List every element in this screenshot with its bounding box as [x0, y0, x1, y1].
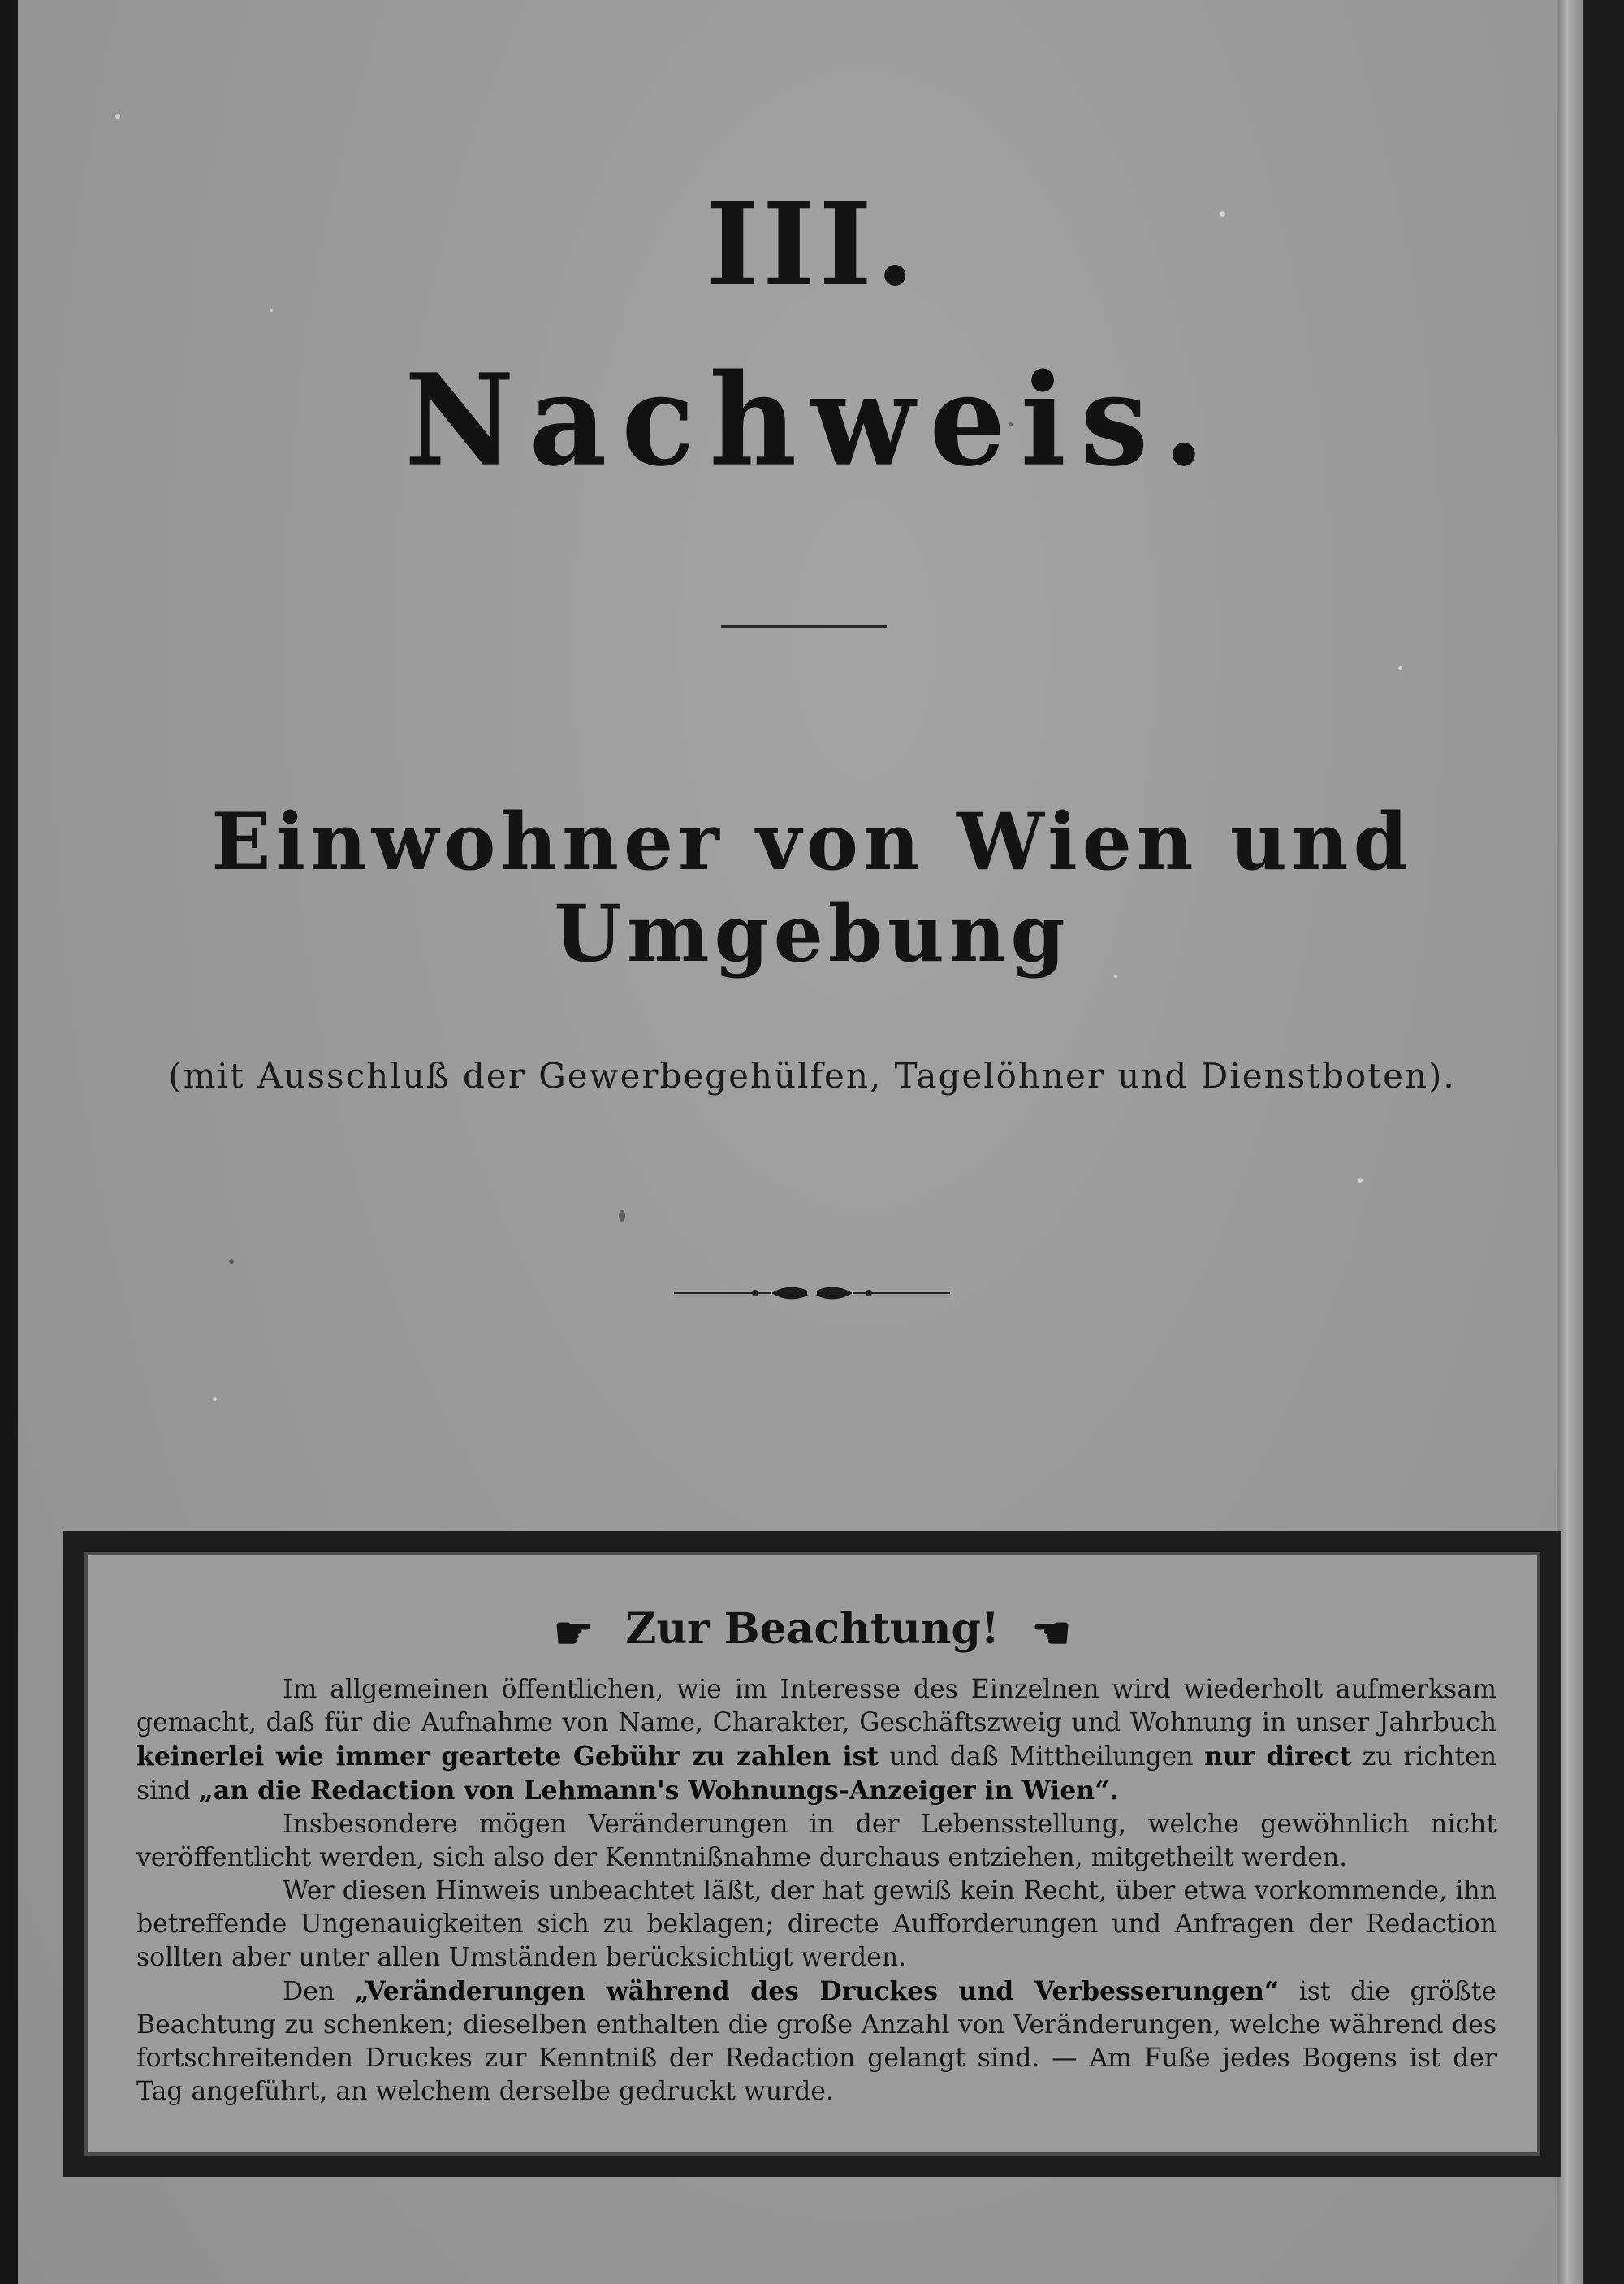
exclusion-note: (mit Ausschluß der Gewerbegehülfen, Tagelöhner und Dienstboten). [168, 1056, 1456, 1096]
notice-text: zu richten sind [136, 1742, 1497, 1806]
page-title: Nachweis. [404, 345, 1220, 495]
notice-emphasis: „Veränderungen während des Druckes und Verbesserungen“ [354, 1976, 1280, 2006]
notice-emphasis: nur direct [1204, 1741, 1352, 1771]
dust-speck [1358, 1178, 1363, 1183]
notice-paragraph: Wer diesen Hinweis unbeachtet läßt, der hat gewiß kein Recht, über etwa vorkommende, ihn betreffende Ungenauigkeiten sich zu beklagen; directe Aufforderungen und Anfragen der Redaction sollten aber unter allen Umständen berücksichtigt werden. [136, 1876, 1497, 1972]
pointing-hand-left-icon: ☚ [1031, 1606, 1072, 1659]
notice-box [63, 1531, 1561, 2177]
dark-speck [229, 1259, 234, 1264]
notice-emphasis: „an die Redaction von Lehmann's Wohnungs-Anzeiger in Wien“. [198, 1776, 1119, 1806]
scan-border [1583, 0, 1624, 2284]
dust-speck [213, 1397, 217, 1401]
notice-emphasis: keinerlei wie immer geartete Gebühr zu zahlen ist [136, 1741, 879, 1771]
notice-text: Den [283, 1977, 355, 2006]
dust-speck [1398, 666, 1402, 670]
notice-text: Im allgemeinen öffentlichen, wie im Interesse des Einzelnen wird wiederholt aufmerksam gemacht, daß für die Aufnahme von Name, Charakter, Geschäftszweig und Wohnung in unser Jahrbuch [136, 1675, 1497, 1737]
dark-speck [619, 1210, 625, 1222]
page-subtitle: Einwohner von Wien und Umgebung [211, 796, 1413, 980]
notice-body [136, 1673, 1497, 2109]
notice-paragraph [136, 1673, 1497, 1808]
notice-text: und daß Mittheilungen [878, 1742, 1205, 1771]
notice-heading-text: Zur Beachtung! [625, 1604, 1000, 1654]
notice-text: ist die größte Beachtung zu schenken; dieselben enthalten die große Anzahl von Veränderungen, welche während des fortschreitenden Druckes zur Kenntniß der Redaction gelangt sind. — Am Fuße jedes Bogens ist der Tag angeführt, an welchem derselbe gedruckt wurde. [136, 1977, 1497, 2106]
dust-speck [115, 114, 120, 119]
title-divider [721, 625, 887, 628]
pointing-hand-right-icon: ☛ [553, 1606, 594, 1659]
notice-paragraph [136, 1975, 1497, 2109]
notice-heading [88, 1604, 1537, 1659]
section-numeral: III. [706, 179, 918, 312]
ornament-divider-icon [674, 1277, 950, 1309]
notice-paragraph: Insbesondere mögen Veränderungen in der Lebensstellung, welche gewöhnlich nicht veröffentlicht werden, sich also der Kenntnißnahme durchaus entziehen, mitgetheilt werden. [136, 1810, 1497, 1872]
